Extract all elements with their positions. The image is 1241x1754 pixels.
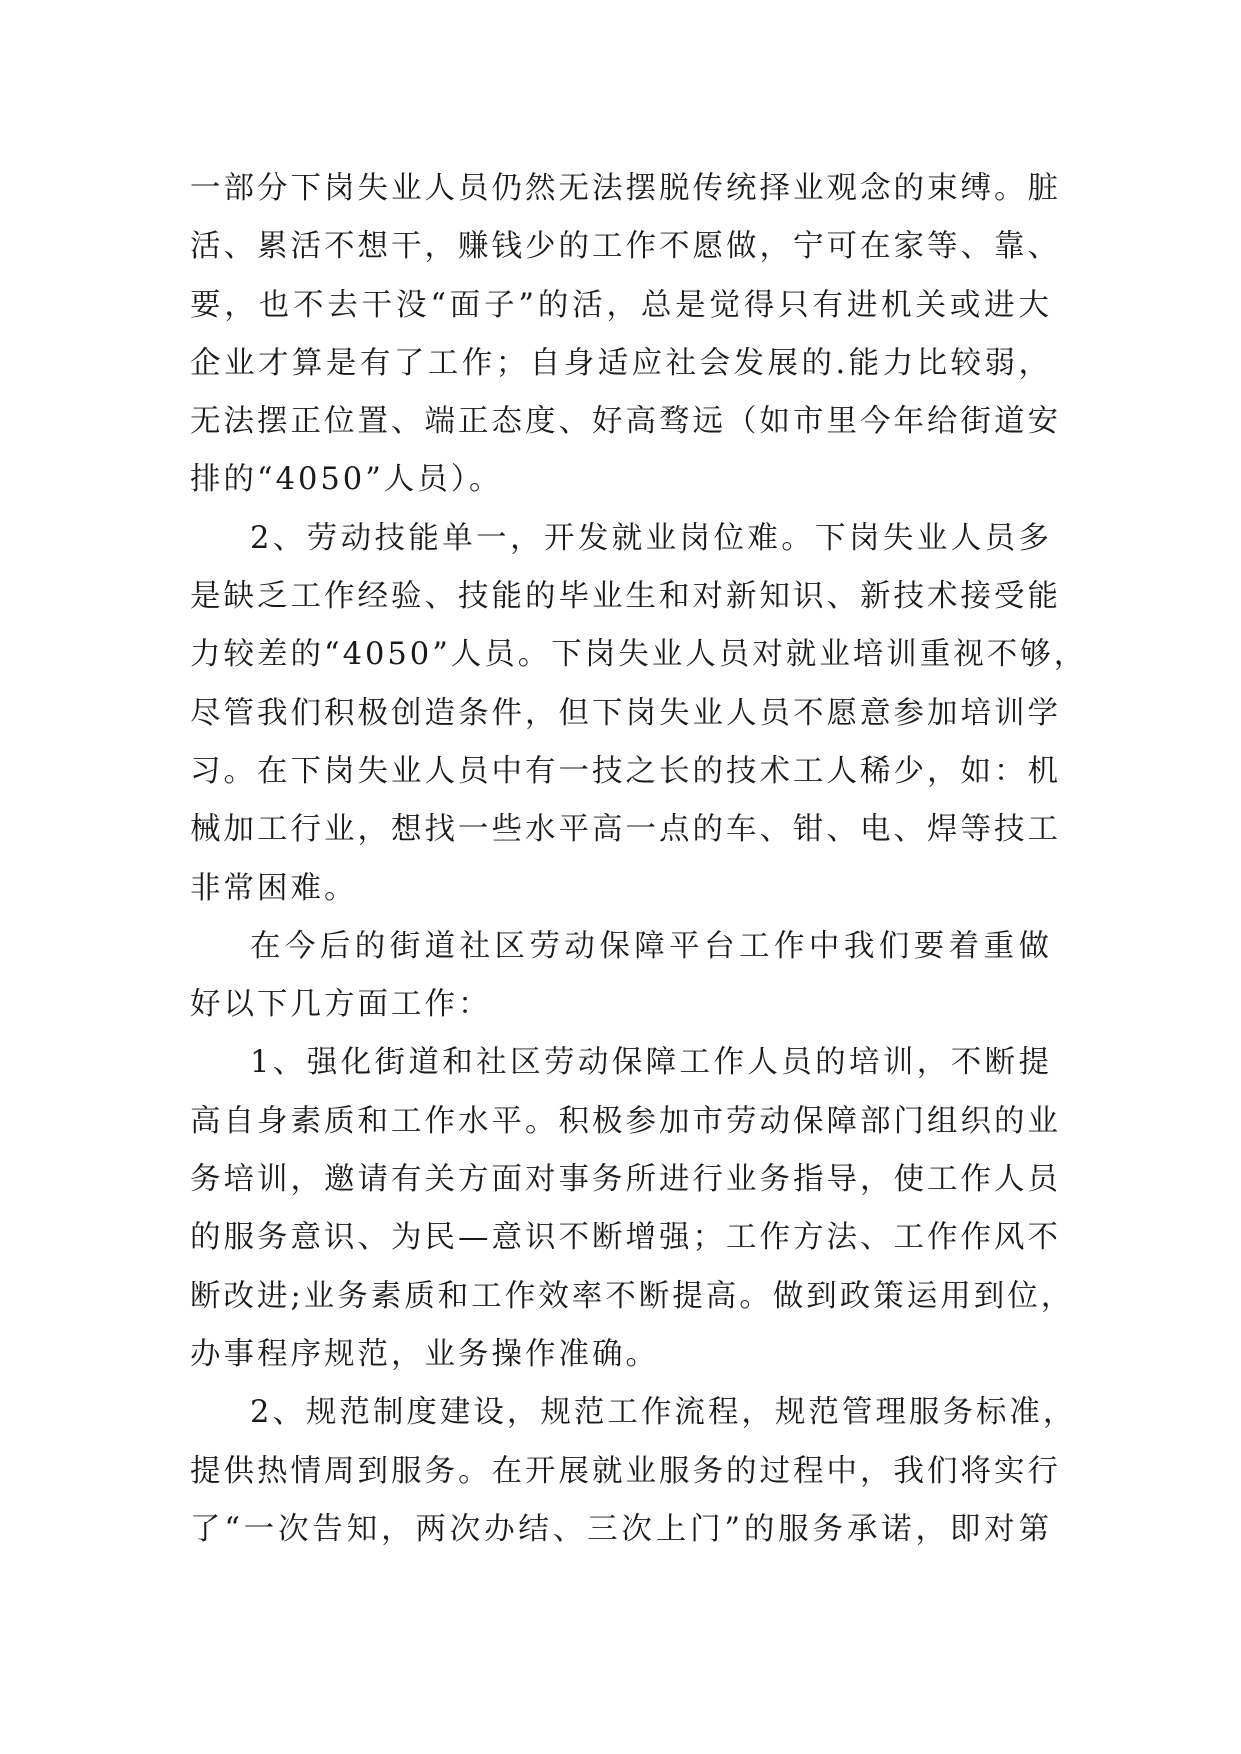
text-line: 械加工行业，想找一些水平高一点的车、钳、电、焊等技工 xyxy=(190,812,1061,848)
text-line: 1、强化街道和社区劳动保障工作人员的培训，不断提 xyxy=(250,1045,1052,1081)
text-line: 力较差的“4050”人员。下岗失业人员对就业培训重视不够， xyxy=(190,637,1088,673)
text-line: 2、劳动技能单一，开发就业岗位难。下岗失业人员多 xyxy=(250,520,1052,556)
paragraph xyxy=(190,1034,1075,1384)
paragraph xyxy=(190,510,1088,918)
text-line: 企业才算是有了工作；自身适应社会发展的.能力比较弱， xyxy=(190,345,1052,381)
text-line: 断改进;业务素质和工作效率不断提高。做到政策运用到位， xyxy=(190,1278,1075,1314)
text-line: 办事程序规范，业务操作准确。 xyxy=(190,1336,659,1372)
text-line: 提供热情周到服务。在开展就业服务的过程中，我们将实行 xyxy=(190,1453,1061,1489)
text-line: 习。在下岗失业人员中有一技之长的技术工人稀少，如：机 xyxy=(190,753,1061,789)
text-line: 高自身素质和工作水平。积极参加市劳动保障部门组织的业 xyxy=(190,1103,1061,1139)
text-line: 一部分下岗失业人员仍然无法摆脱传统择业观念的束缚。脏 xyxy=(190,171,1061,206)
text-line: 是缺乏工作经验、技能的毕业生和对新知识、新技术接受能 xyxy=(190,579,1061,615)
paragraph xyxy=(190,1384,1077,1559)
paragraph xyxy=(190,160,1061,510)
text-line: 了“一次告知，两次办结、三次上门”的服务承诺，即对第 xyxy=(190,1511,1052,1547)
text-line: 排的“4050”人员）。 xyxy=(190,462,503,498)
text-line: 尽管我们积极创造条件，但下岗失业人员不愿意参加培训学 xyxy=(190,695,1061,731)
paragraph xyxy=(190,918,1052,1035)
text-line: 好以下几方面工作： xyxy=(190,987,492,1023)
text-line: 务培训，邀请有关方面对事务所进行业务指导，使工作人员 xyxy=(190,1162,1061,1198)
text-line: 的服务意识、为民—意识不断增强；工作方法、工作作风不 xyxy=(190,1220,1061,1256)
text-line: 活、累活不想干，赚钱少的工作不愿做，宁可在家等、靠、 xyxy=(190,229,1061,265)
text-line: 无法摆正位置、端正态度、好高骛远（如市里今年给街道安 xyxy=(190,404,1061,440)
text-line: 2、规范制度建设，规范工作流程，规范管理服务标准， xyxy=(250,1395,1077,1431)
text-line: 要，也不去干没“面子”的活，总是觉得只有进机关或进大 xyxy=(190,287,1052,323)
text-line: 在今后的街道社区劳动保障平台工作中我们要着重做 xyxy=(250,928,1052,964)
document-body xyxy=(190,160,1088,1559)
text-line: 非常困难。 xyxy=(190,870,358,906)
